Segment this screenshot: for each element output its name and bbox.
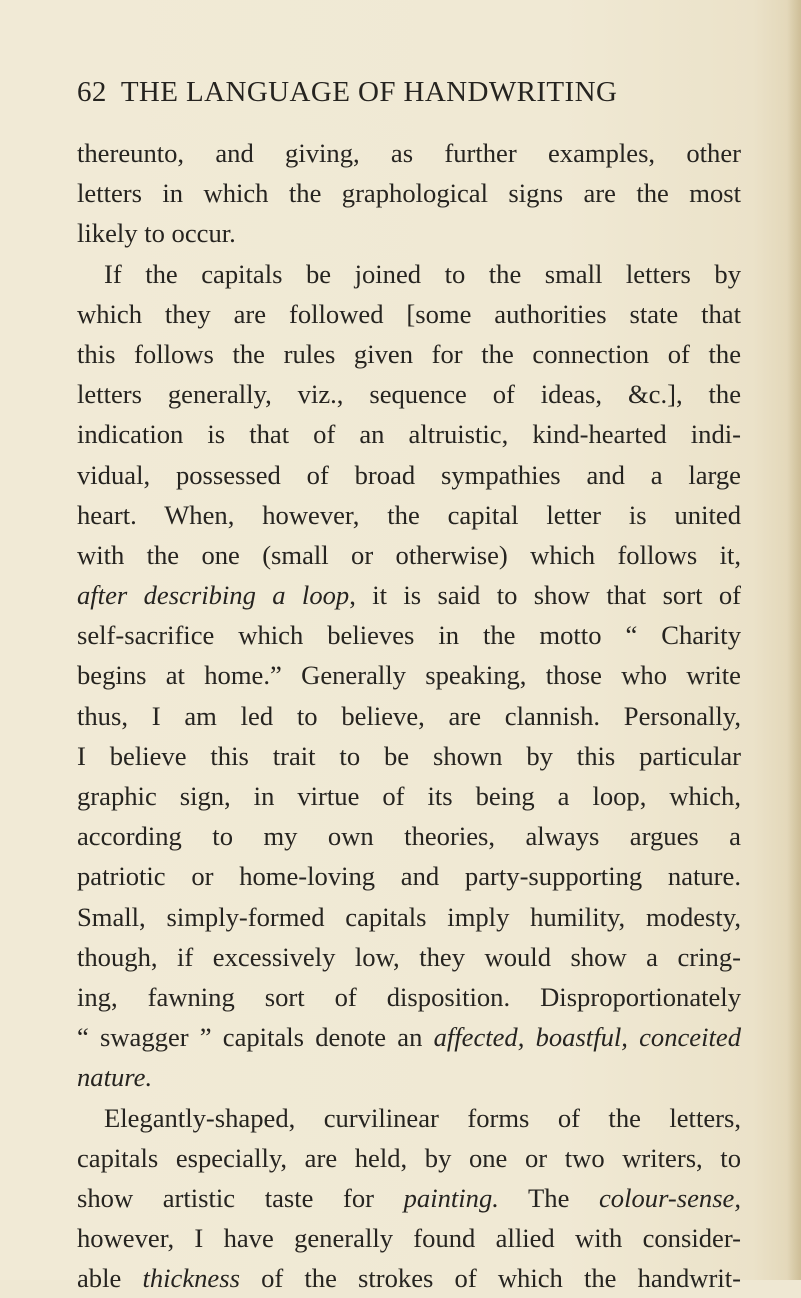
text-line — [77, 1218, 741, 1258]
text-run: which they are followed [some authorities state that — [77, 298, 741, 329]
text-run: self-sacrifice which believes in the motto “ Charity — [77, 620, 741, 651]
text-line — [77, 1057, 741, 1097]
text-line — [77, 937, 741, 977]
text-run: however, I have generally found allied with consider- — [77, 1223, 741, 1254]
text-line — [77, 213, 741, 253]
italic-phrase: nature. — [77, 1062, 153, 1093]
text-line — [77, 696, 741, 736]
text-run: “ swagger ” capitals denote an — [77, 1022, 434, 1053]
page-edge-shadow — [787, 0, 801, 1280]
text-line — [77, 1178, 741, 1218]
text-line — [77, 897, 741, 937]
text-run: thereunto, and giving, as further examples, other — [77, 138, 741, 168]
text-line — [77, 334, 741, 374]
page-header — [77, 76, 617, 109]
text-run: I believe this trait to be shown by this particular — [77, 740, 741, 771]
italic-phrase: after describing a loop — [77, 580, 350, 611]
text-run: capitals especially, are held, by one or two writers, to — [77, 1142, 741, 1173]
text-run: indication is that of an altruistic, kind-hearted indi- — [77, 419, 741, 450]
text-line — [77, 374, 741, 414]
text-run: likely to occur. — [77, 218, 236, 249]
text-run: The — [498, 1182, 599, 1213]
text-line — [77, 655, 741, 695]
body-text — [77, 133, 741, 1298]
text-run: with the one (small or otherwise) which follows it, — [77, 539, 741, 570]
text-run: according to my own theories, always argues a — [77, 821, 741, 852]
italic-phrase: colour-sense, — [598, 1182, 741, 1213]
page-number: 62 — [77, 76, 107, 108]
text-line — [77, 1098, 741, 1138]
text-run: letters generally, viz., sequence of ideas, &c.], the — [77, 379, 741, 410]
italic-phrase: thickness — [142, 1263, 240, 1294]
italic-phrase: affected, boastful, conceited — [433, 1022, 741, 1053]
text-run: this follows the rules given for the connection of the — [77, 338, 741, 369]
text-run: Elegantly-shaped, curvilinear forms of the letters, — [104, 1102, 741, 1133]
text-line — [77, 455, 741, 495]
text-line — [77, 1138, 741, 1178]
text-line — [77, 294, 741, 334]
text-line — [77, 575, 741, 615]
text-line — [77, 615, 741, 655]
text-run: graphic sign, in virtue of its being a loop, which, — [77, 781, 741, 811]
text-run: begins at home.” Generally speaking, those who write — [77, 660, 741, 691]
text-line — [77, 816, 741, 856]
text-line — [77, 495, 741, 535]
text-run: , it is said to show that sort of — [349, 580, 741, 611]
text-line — [77, 776, 741, 816]
text-run: patriotic or home-loving and party-supporting nature. — [77, 861, 741, 892]
text-line — [77, 977, 741, 1017]
text-line — [77, 133, 741, 173]
text-run: ing, fawning sort of disposition. Disproportionately — [77, 981, 741, 1012]
text-run: though, if excessively low, they would show a cring- — [77, 941, 741, 972]
text-run: show artistic taste for — [77, 1182, 404, 1213]
italic-phrase: painting. — [403, 1182, 499, 1213]
text-line — [77, 736, 741, 776]
text-run: Small, simply-formed capitals imply humility, modesty, — [77, 901, 741, 932]
text-run: vidual, possessed of broad sympathies and a large — [77, 459, 741, 490]
text-run: able — [77, 1263, 143, 1294]
text-line — [77, 856, 741, 896]
text-line — [77, 414, 741, 454]
text-run: If the capitals be joined to the small letters by — [104, 258, 741, 289]
text-run: letters in which the graphological signs are the most — [77, 178, 741, 209]
text-run: thus, I am led to believe, are clannish. Personally, — [77, 700, 741, 731]
text-run: of the strokes of which the handwrit- — [239, 1263, 741, 1294]
text-line — [77, 535, 741, 575]
text-line — [77, 173, 741, 213]
text-line — [77, 254, 741, 294]
running-title: THE LANGUAGE OF HANDWRITING — [120, 76, 618, 108]
text-run: heart. When, however, the capital letter is united — [77, 499, 741, 530]
text-line — [77, 1258, 741, 1298]
text-line — [77, 1017, 741, 1057]
